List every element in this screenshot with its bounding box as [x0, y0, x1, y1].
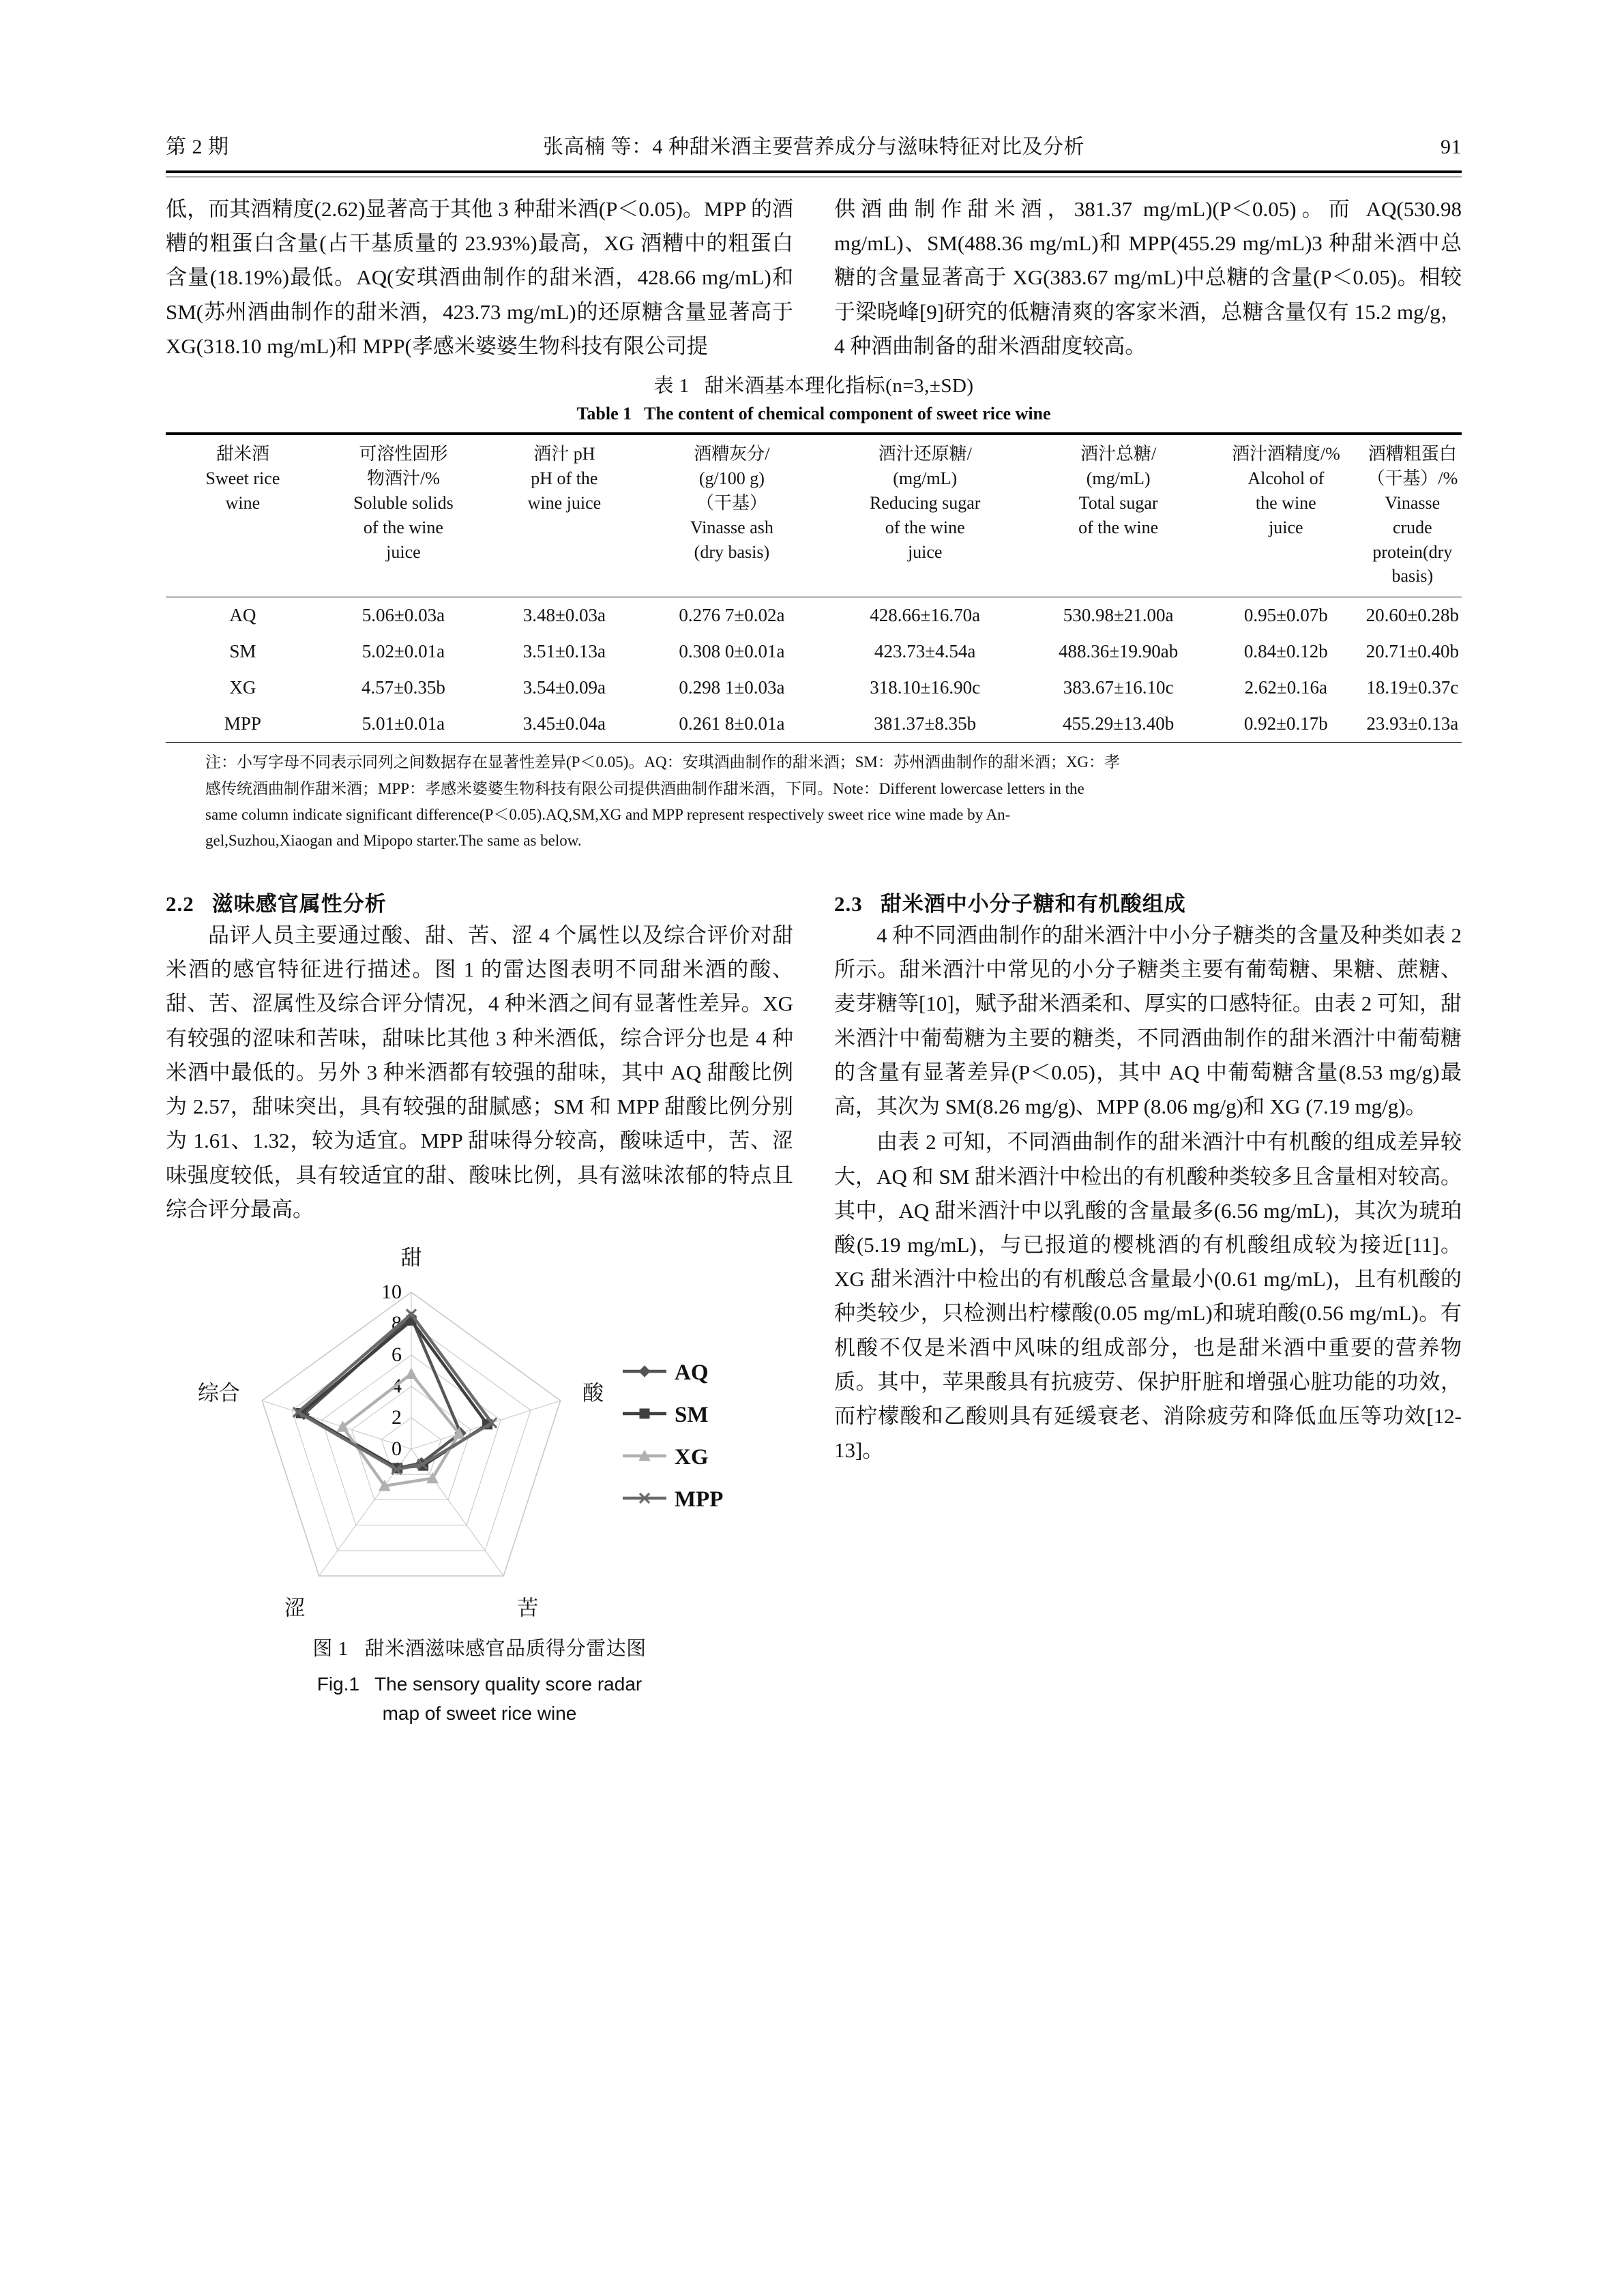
table-note-line-2: 感传统酒曲制作甜米酒；MPP：孝感米婆婆生物科技有限公司提供酒曲制作甜米酒，下同。Note：Different lowercase letters in the — [205, 779, 1084, 797]
running-head-issue: 第 2 期 — [166, 136, 229, 158]
cell-protein: 18.19±0.37c — [1366, 677, 1459, 698]
col-header-reducing-sugar: 酒汁还原糖/ (mg/mL) Reducing sugar of the wine juice — [822, 434, 1028, 597]
col-header-alcohol: 酒汁酒精度/% Alcohol of the wine juice — [1209, 434, 1363, 597]
cell-ph: 3.45±0.04a — [487, 706, 642, 743]
cell-alcohol: 0.95±0.07b — [1243, 605, 1328, 626]
col-header-total-sugar: 酒汁总糖/ (mg/mL) Total sugar of the wine — [1028, 434, 1209, 597]
svg-text:苦: 苦 — [517, 1596, 539, 1620]
table-note-line-3: same column indicate significant difference(P＜0.05).AQ,SM,XG and MPP represent respectively sweet rice wine made by An- — [205, 805, 1011, 823]
figure-1-text-cn: 甜米酒滋味感官品质得分雷达图 — [364, 1638, 647, 1660]
cell-alcohol: 0.84±0.12b — [1243, 641, 1328, 662]
cell-ash: 0.261 8±0.01a — [642, 706, 823, 743]
section-title-2-2: 滋味感官属性分析 — [211, 892, 387, 916]
bottom-columns — [166, 886, 1462, 1729]
section-heading-2-3 — [834, 886, 1462, 917]
svg-text:涩: 涩 — [284, 1596, 306, 1620]
svg-text:4: 4 — [392, 1375, 402, 1397]
header-rule — [166, 170, 1462, 177]
cell-reducing-sugar: 428.66±16.70a — [870, 605, 981, 626]
cell-ph: 3.51±0.13a — [522, 641, 606, 662]
col-header-vinasse-ash: 酒糟灰分/ (g/100 g) （干基） Vinasse ash (dry basis) — [642, 434, 823, 597]
table-note-line-4: gel,Suzhou,Xiaogan and Mipopo starter.The same as below. — [205, 831, 582, 849]
page-number: 91 — [1441, 136, 1462, 158]
cell-protein: 20.71±0.40b — [1365, 641, 1459, 662]
figure-1 — [166, 1244, 793, 1729]
table-1-title-cn — [166, 370, 1462, 398]
section-2-2-paragraph: 品评人员主要通过酸、甜、苦、涩 4 个属性以及综合评价对甜米酒的感官特征进行描述。图 1 的雷达图表明不同甜米酒的酸、甜、苦、涩属性及综合评分情况，4 种米酒之间有显著性差异。XG 有较强的涩味和苦味，甜味比其他 3 种米酒低，综合评分也是 4 种米酒中最低的。另外 3 种米酒都有较强的甜味，其中 AQ 甜酸比例为 2.57，甜味突出，具有较强的甜腻感；SM 和 MPP 甜酸比例分别为 1.61、1.32，较为适宜。MPP 甜味得分较高，酸味适中，苦、涩味强度较低，具有较适宜的甜、酸味比例，具有滋味浓郁的特点且综合评分最高。 — [166, 923, 793, 1221]
cell-wine: SM — [229, 641, 256, 662]
running-head-title: 张高楠 等：4 种甜米酒主要营养成分与滋味特征对比及分析 — [543, 136, 1084, 158]
figure-1-number-cn: 图 1 — [312, 1638, 349, 1660]
col-header-wine: 甜米酒 Sweet rice wine — [166, 434, 320, 597]
cell-alcohol: 2.62±0.16a — [1244, 677, 1327, 698]
figure-1-number-en: Fig.1 — [316, 1673, 360, 1695]
page-content — [166, 130, 1462, 1729]
table-1 — [166, 432, 1462, 743]
cell-total-sugar: 455.29±13.40b — [1028, 706, 1209, 743]
table-row — [166, 670, 1462, 706]
cell-soluble-solids: 5.06±0.03a — [361, 605, 445, 626]
spacer — [166, 854, 1462, 871]
table-1-head — [166, 434, 1462, 597]
table-1-number-en: Table 1 — [576, 404, 632, 424]
table-1-header-row — [166, 434, 1462, 597]
right-continued-paragraph: 供酒曲制作甜米酒，381.37 mg/mL)(P＜0.05)。而 AQ(530.98 mg/mL)、SM(488.36 mg/mL)和 MPP(455.29 mg/mL)3 种甜米酒中总糖的含量显著高于 XG(383.67 mg/mL)中总糖的含量(P＜0.05)。相较于梁晓峰[9]研究的低糖清爽的客家米酒，总糖含量仅有 15.2 mg/g，4 种酒曲制备的甜米酒甜度较高。 — [834, 197, 1462, 358]
table-row — [166, 633, 1462, 670]
cell-reducing-sugar: 423.73±4.54a — [874, 641, 976, 662]
svg-text:AQ: AQ — [675, 1360, 709, 1385]
svg-text:8: 8 — [392, 1312, 402, 1335]
table-1-title-en — [166, 404, 1462, 424]
figure-1-caption-cn — [166, 1633, 793, 1661]
svg-text:6: 6 — [392, 1343, 402, 1366]
section-title-2-3: 甜米酒中小分子糖和有机酸组成 — [880, 892, 1186, 916]
table-row — [166, 706, 1462, 743]
cell-ash: 0.276 7±0.02a — [679, 605, 785, 626]
svg-text:10: 10 — [381, 1281, 402, 1303]
cell-reducing-sugar: 381.37±8.35b — [822, 706, 1028, 743]
cell-wine: XG — [229, 677, 256, 698]
cell-protein: 23.93±0.13a — [1363, 706, 1462, 743]
right-column-bottom — [834, 886, 1462, 1729]
table-1-note — [166, 749, 1462, 854]
cell-soluble-solids: 5.02±0.01a — [361, 641, 445, 662]
figure-1-caption-en-line2: map of sweet rice wine — [382, 1703, 577, 1725]
col-header-crude-protein: 酒糟粗蛋白 （干基）/% Vinasse crude protein(dry basis) — [1363, 434, 1462, 597]
section-number-2-3: 2.3 — [834, 892, 863, 916]
cell-soluble-solids: 5.01±0.01a — [320, 706, 487, 743]
section-number-2-2: 2.2 — [166, 892, 194, 916]
table-1-caption-en: The content of chemical component of sweet rice wine — [644, 404, 1051, 424]
radar-chart — [186, 1244, 773, 1626]
table-1-body — [166, 597, 1462, 743]
section-2-3-paragraph-2: 由表 2 可知，不同酒曲制作的甜米酒汁中有机酸的组成差异较大，AQ 和 SM 甜米酒汁中检出的有机酸种类较多且含量相对较高。其中，AQ 甜米酒汁中以乳酸的含量最多(6.56 mg/mL)，其次为琥珀酸(5.19 mg/mL)，与已报道的樱桃酒的有机酸组成较为接近[11]。XG 甜米酒汁中检出的有机酸总含量最小(0.61 mg/mL)，且有机酸的种类较少，只检测出柠檬酸(0.05 mg/mL)和琥珀酸(0.56 mg/mL)。有机酸不仅是米酒中风味的组成部分，也是甜米酒中重要的营养物质。其中，苹果酸具有抗疲劳、保护肝脏和增强心脏功能的功效，而柠檬酸和乙酸则具有延缓衰老、消除疲劳和降低血压等功效[12-13]。 — [834, 1130, 1462, 1463]
left-continued-paragraph: 低，而其酒精度(2.62)显著高于其他 3 种甜米酒(P＜0.05)。MPP 的酒糟的粗蛋白含量(占干基质量的 23.93%)最高，XG 酒糟中的粗蛋白含量(18.19%)最低。AQ(安琪酒曲制作的甜米酒，428.66 mg/mL)和 SM(苏州酒曲制作的甜米酒，423.73 mg/mL)的还原糖含量显著高于 XG(318.10 mg/mL)和 MPP(孝感米婆婆生物科技有限公司提 — [166, 197, 793, 358]
table-1-number-cn: 表 1 — [653, 375, 690, 398]
cell-ash: 0.298 1±0.03a — [679, 677, 785, 698]
cell-ph: 3.48±0.03a — [522, 605, 606, 626]
table-note-line-1: 注：小写字母不同表示同列之间数据存在显著性差异(P＜0.05)。AQ：安琪酒曲制作的甜米酒；SM：苏州酒曲制作的甜米酒；XG：孝 — [205, 754, 1121, 771]
section-2-3-paragraph-1: 4 种不同酒曲制作的甜米酒汁中小分子糖类的含量及种类如表 2 所示。甜米酒汁中常见的小分子糖类主要有葡萄糖、果糖、蔗糖、麦芽糖等[10]，赋予甜米酒柔和、厚实的口感特征。由表 2 可知，甜米酒汁中葡萄糖为主要的糖类，不同酒曲制作的甜米酒汁中葡萄糖的含量有显著差异(P＜0.05)，其中 AQ 中葡萄糖含量(8.53 mg/g)最高，其次为 SM(8.26 mg/g)、MPP (8.06 mg/g)和 XG (7.19 mg/g)。 — [834, 923, 1462, 1119]
svg-text:0: 0 — [392, 1437, 402, 1460]
svg-text:甜: 甜 — [400, 1246, 422, 1270]
cell-protein: 20.60±0.28b — [1365, 605, 1459, 626]
cell-total-sugar: 488.36±19.90ab — [1058, 641, 1179, 662]
cell-alcohol: 0.92±0.17b — [1209, 706, 1363, 743]
cell-total-sugar: 530.98±21.00a — [1063, 605, 1174, 626]
section-heading-2-2 — [166, 886, 793, 917]
col-header-soluble-solids: 可溶性固形 物酒汁/% Soluble solids of the wine juice — [320, 434, 487, 597]
running-head — [166, 130, 1462, 161]
svg-text:SM: SM — [675, 1403, 709, 1427]
right-column-top — [834, 192, 1462, 363]
figure-1-caption — [166, 1633, 793, 1729]
top-columns — [166, 192, 1462, 363]
cell-total-sugar: 383.67±16.10c — [1063, 677, 1174, 698]
svg-text:酸: 酸 — [582, 1381, 604, 1405]
figure-1-caption-en — [166, 1669, 793, 1729]
cell-wine: AQ — [229, 605, 256, 626]
svg-text:XG: XG — [675, 1445, 709, 1470]
table-1-block — [166, 370, 1462, 854]
cell-ph: 3.54±0.09a — [522, 677, 606, 698]
cell-ash: 0.308 0±0.01a — [679, 641, 785, 662]
col-header-ph: 酒汁 pH pH of the wine juice — [487, 434, 642, 597]
table-row — [166, 597, 1462, 634]
left-column-bottom — [166, 886, 793, 1729]
figure-1-caption-en-line1: Fig.1 The sensory quality score radar — [316, 1673, 643, 1695]
svg-text:综合: 综合 — [197, 1381, 240, 1405]
cell-soluble-solids: 4.57±0.35b — [361, 677, 445, 698]
svg-text:MPP: MPP — [675, 1487, 724, 1512]
cell-wine: MPP — [166, 706, 320, 743]
svg-text:2: 2 — [392, 1406, 402, 1429]
left-column-top — [166, 192, 793, 363]
table-1-caption-cn: 甜米酒基本理化指标(n=3,±SD) — [704, 375, 974, 398]
cell-reducing-sugar: 318.10±16.90c — [870, 677, 981, 698]
